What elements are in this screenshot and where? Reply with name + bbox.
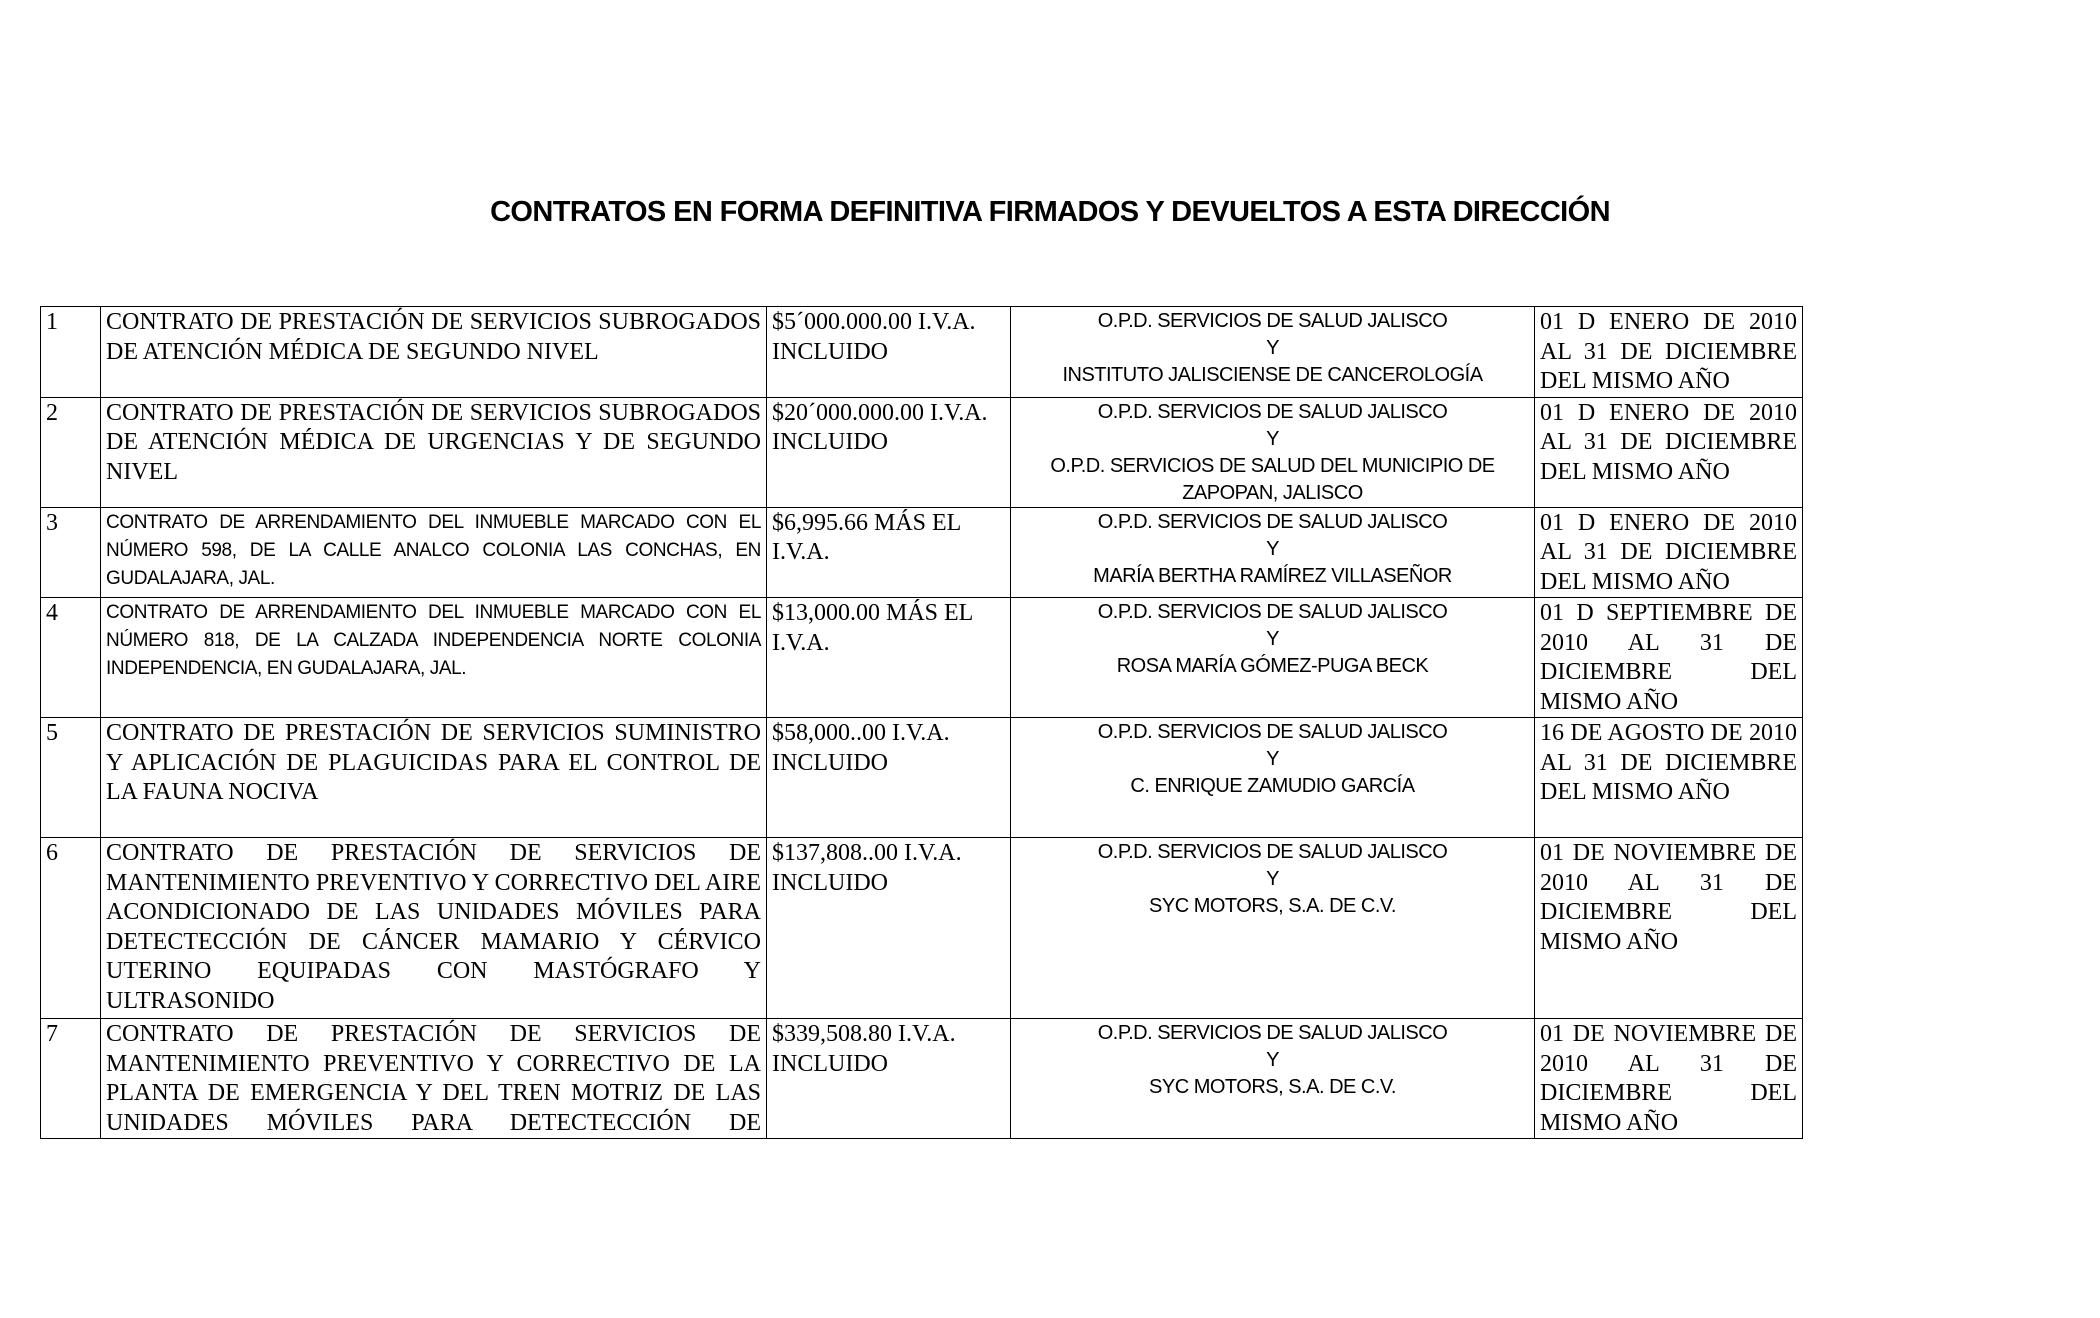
contract-description: CONTRATO DE PRESTACIÓN DE SERVICIOS DE MANTENIMIENTO PREVENTIVO Y CORRECTIVO DEL AIRE ACONDICIONADO DE LAS UNIDADES MÓVILES PARA DETECTECCIÓN DE CÁNCER MAMARIO Y CÉRVICO UTERINO EQUIPADAS CON MASTÓGRAFO Y ULTRASONIDO [101,838,767,1019]
party-a: O.P.D. SERVICIOS DE SALUD JALISCO [1097,310,1448,332]
contract-period: 01 D ENERO DE 2010 AL 31 DE DICIEMBRE DEL MISMO AÑO [1535,397,1803,507]
contract-parties [1011,1019,1535,1139]
party-a: O.P.D. SERVICIOS DE SALUD JALISCO [1097,601,1448,623]
contract-description: CONTRATO DE PRESTACIÓN DE SERVICIOS DE MANTENIMIENTO PREVENTIVO Y CORRECTIVO DE LA PLANTA DE EMERGENCIA Y DEL TREN MOTRIZ DE LAS UNIDADES MÓVILES PARA DETECTECCIÓN DE [101,1019,767,1139]
table-row [41,507,1803,598]
contract-number: 6 [41,838,101,1019]
contract-amount: $339,508.80 I.V.A. INCLUIDO [767,1019,1011,1139]
party-b: MARÍA BERTHA RAMÍREZ VILLASEÑOR [1093,564,1452,587]
contract-number: 2 [41,397,101,507]
contract-amount: $5´000.000.00 I.V.A. INCLUIDO [767,307,1011,398]
party-connector: Y [1266,537,1279,560]
contract-period: 01 D ENERO DE 2010 AL 31 DE DICIEMBRE DEL MISMO AÑO [1535,307,1803,398]
party-b: SYC MOTORS, S.A. DE C.V. [1149,895,1396,917]
contract-number: 7 [41,1019,101,1139]
contract-amount: $137,808..00 I.V.A. INCLUIDO [767,838,1011,1019]
party-connector: Y [1266,1049,1279,1071]
contract-amount: $13,000.00 MÁS EL I.V.A. [767,598,1011,718]
contract-parties [1011,397,1535,507]
party-a: O.P.D. SERVICIOS DE SALUD JALISCO [1097,510,1448,533]
party-connector: Y [1266,628,1279,650]
contract-amount: $20´000.000.00 I.V.A. INCLUIDO [767,397,1011,507]
page-title: CONTRATOS EN FORMA DEFINITIVA FIRMADOS Y DEVUELTOS A ESTA DIRECCIÓN [490,196,1610,228]
contract-number: 3 [41,507,101,598]
party-connector: Y [1266,868,1279,890]
contract-parties [1011,598,1535,718]
party-connector: Y [1266,337,1279,359]
contract-number: 5 [41,718,101,838]
table-row [41,397,1803,507]
party-b: O.P.D. SERVICIOS DE SALUD DEL MUNICIPIO DE ZAPOPAN, JALISCO [1050,454,1495,504]
party-a: O.P.D. SERVICIOS DE SALUD JALISCO [1097,400,1448,423]
party-a: O.P.D. SERVICIOS DE SALUD JALISCO [1097,1022,1448,1044]
contract-number: 4 [41,598,101,718]
contract-period: 01 D ENERO DE 2010 AL 31 DE DICIEMBRE DEL MISMO AÑO [1535,507,1803,598]
contract-period: 01 DE NOVIEMBRE DE 2010 AL 31 DE DICIEMBRE DEL MISMO AÑO [1535,1019,1803,1139]
contract-parties [1011,307,1535,398]
contract-parties [1011,507,1535,598]
contract-description: CONTRATO DE ARRENDAMIENTO DEL INMUEBLE MARCADO CON EL NÚMERO 818, DE LA CALZADA INDEPENDENCIA NORTE COLONIA INDEPENDENCIA, EN GUDALAJARA, JAL. [101,598,767,718]
contract-parties [1011,838,1535,1019]
party-connector: Y [1266,427,1279,450]
contract-amount: $6,995.66 MÁS EL I.V.A. [767,507,1011,598]
party-b: C. ENRIQUE ZAMUDIO GARCÍA [1130,775,1415,797]
contract-period: 16 DE AGOSTO DE 2010 AL 31 DE DICIEMBRE DEL MISMO AÑO [1535,718,1803,838]
party-b: INSTITUTO JALISCIENSE DE CANCEROLOGÍA [1062,364,1483,386]
contract-period: 01 D SEPTIEMBRE DE 2010 AL 31 DE DICIEMBRE DEL MISMO AÑO [1535,598,1803,718]
table-row [41,307,1803,398]
table-row [41,838,1803,1019]
contract-description: CONTRATO DE PRESTACIÓN DE SERVICIOS SUBROGADOS DE ATENCIÓN MÉDICA DE SEGUNDO NIVEL [101,307,767,398]
contract-amount: $58,000..00 I.V.A. INCLUIDO [767,718,1011,838]
party-a: O.P.D. SERVICIOS DE SALUD JALISCO [1097,721,1448,743]
table-row [41,718,1803,838]
contract-description: CONTRATO DE ARRENDAMIENTO DEL INMUEBLE MARCADO CON EL NÚMERO 598, DE LA CALLE ANALCO COLONIA LAS CONCHAS, EN GUDALAJARA, JAL. [101,507,767,598]
contract-parties [1011,718,1535,838]
table-row [41,598,1803,718]
contract-description: CONTRATO DE PRESTACIÓN DE SERVICIOS SUMINISTRO Y APLICACIÓN DE PLAGUICIDAS PARA EL CONTROL DE LA FAUNA NOCIVA [101,718,767,838]
party-b: ROSA MARÍA GÓMEZ-PUGA BECK [1116,655,1429,677]
contract-number: 1 [41,307,101,398]
table-row [41,1019,1803,1139]
party-b: SYC MOTORS, S.A. DE C.V. [1149,1076,1396,1098]
party-connector: Y [1266,748,1279,770]
contracts-table [40,306,1803,1139]
contract-period: 01 DE NOVIEMBRE DE 2010 AL 31 DE DICIEMBRE DEL MISMO AÑO [1535,838,1803,1019]
party-a: O.P.D. SERVICIOS DE SALUD JALISCO [1097,841,1448,863]
contract-description: CONTRATO DE PRESTACIÓN DE SERVICIOS SUBROGADOS DE ATENCIÓN MÉDICA DE URGENCIAS Y DE SEGUNDO NIVEL [101,397,767,507]
